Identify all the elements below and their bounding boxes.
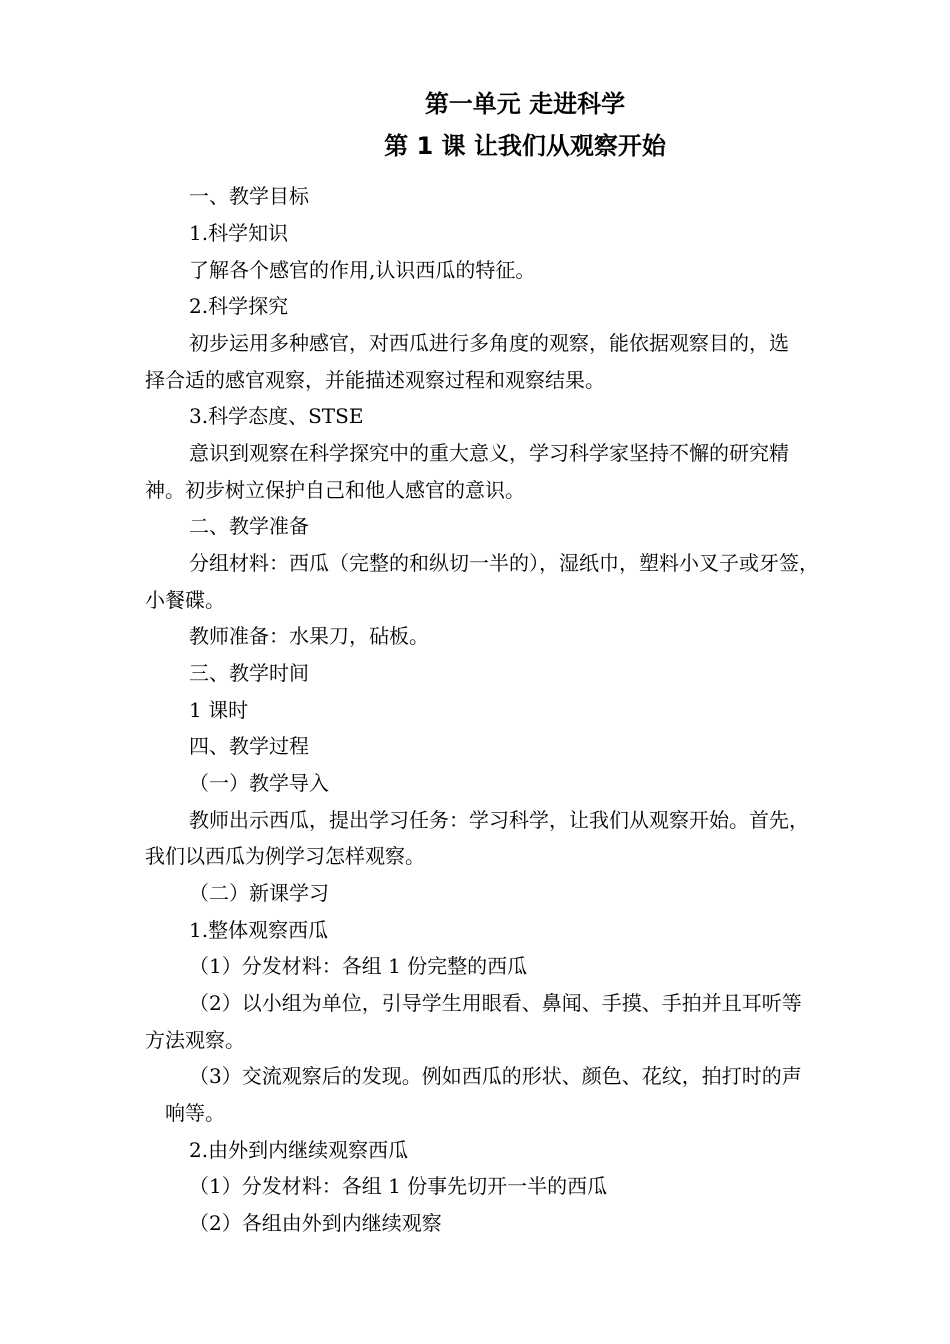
paragraph-line: 方法观察。	[145, 1028, 245, 1052]
paragraph-line: 了解各个感官的作用,认识西瓜的特征。	[189, 258, 536, 282]
paragraph-line: （1）分发材料：各组 1 份完整的西瓜	[189, 954, 528, 978]
paragraph-line: 分组材料：西瓜（完整的和纵切一半的），湿纸巾，塑料小叉子或牙签，	[189, 551, 819, 575]
heading-teaching-goals: 一、教学目标	[189, 184, 309, 208]
unit-title: 第一单元 走进科学	[424, 90, 626, 118]
subheading-science-inquiry: 2.科学探究	[189, 294, 289, 318]
paragraph-line: 教师准备：水果刀，砧板。	[189, 624, 429, 648]
paragraph-line: 意识到观察在科学探究中的重大意义，学习科学家坚持不懈的研究精	[189, 441, 789, 465]
subheading-science-knowledge: 1.科学知识	[189, 221, 289, 245]
paragraph-line: 神。初步树立保护自己和他人感官的意识。	[145, 478, 525, 502]
paragraph-line: 择合适的感官观察，并能描述观察过程和观察结果。	[145, 368, 605, 392]
subheading-introduction: （一）教学导入	[189, 771, 329, 795]
heading-teaching-time: 三、教学时间	[189, 661, 309, 685]
heading-teaching-preparation: 二、教学准备	[189, 514, 309, 538]
paragraph-line: （2）以小组为单位，引导学生用眼看、鼻闻、手摸、手拍并且耳听等	[189, 991, 802, 1015]
paragraph-line: （2）各组由外到内继续观察	[189, 1211, 442, 1235]
subheading-science-attitude: 3.科学态度、STSE	[189, 404, 364, 428]
subheading-observe-inside: 2.由外到内继续观察西瓜	[189, 1138, 409, 1162]
paragraph-line: 1 课时	[189, 698, 249, 722]
subheading-observe-whole: 1.整体观察西瓜	[189, 918, 329, 942]
subheading-new-lesson: （二）新课学习	[189, 881, 329, 905]
paragraph-line: 我们以西瓜为例学习怎样观察。	[145, 844, 425, 868]
paragraph-line: 小餐碟。	[145, 588, 225, 612]
paragraph-line: （1）分发材料：各组 1 份事先切开一半的西瓜	[189, 1174, 608, 1198]
paragraph-line: 教师出示西瓜，提出学习任务：学习科学，让我们从观察开始。首先，	[189, 808, 809, 832]
lesson-title: 第 1 课 让我们从观察开始	[384, 132, 666, 160]
paragraph-line: （3）交流观察后的发现。例如西瓜的形状、颜色、花纹，拍打时的声	[189, 1064, 802, 1088]
paragraph-line: 初步运用多种感官，对西瓜进行多角度的观察，能依据观察目的，选	[189, 331, 789, 355]
heading-teaching-process: 四、教学过程	[189, 734, 309, 758]
paragraph-line: 响等。	[165, 1101, 225, 1125]
